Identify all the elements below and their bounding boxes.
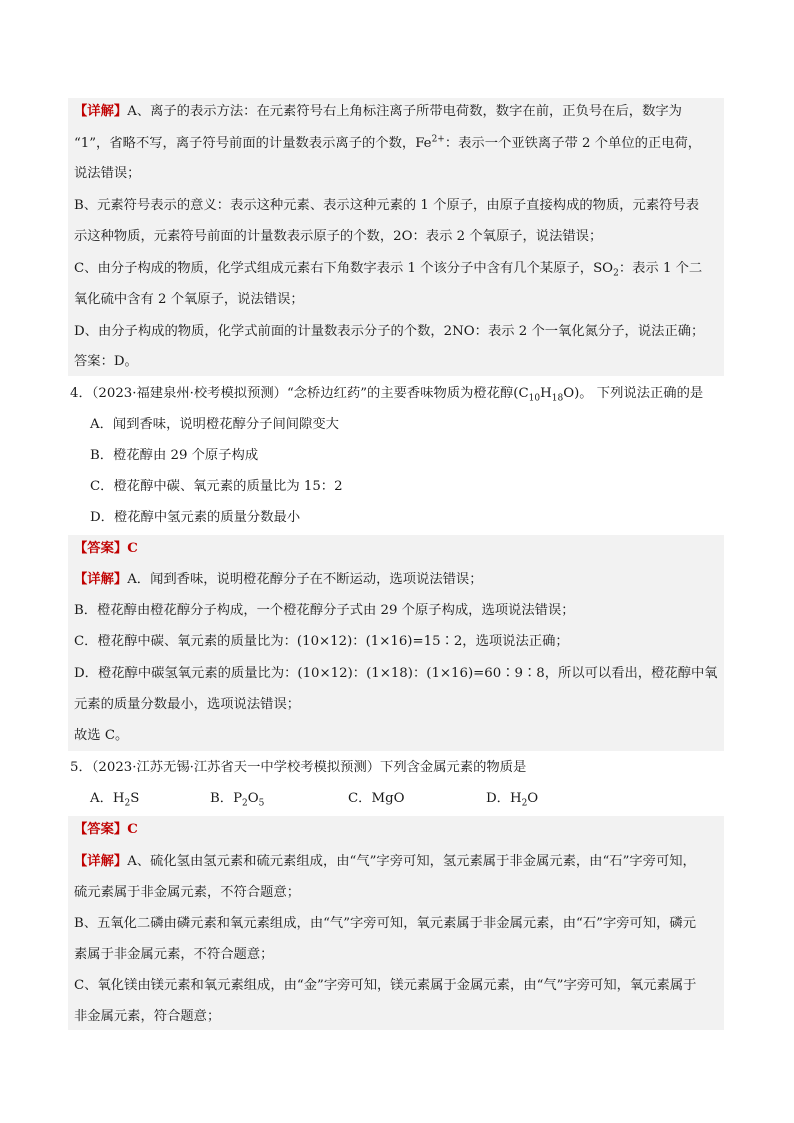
detail-tag: 【详解】 bbox=[74, 104, 128, 119]
detail-line: 答案：D。 bbox=[74, 354, 138, 369]
question-5-option-a[interactable]: A．$H_2S$ bbox=[90, 791, 140, 809]
question-4-option-b[interactable]: B．橙花醇由 29 个原子构成 bbox=[90, 448, 259, 463]
answer-value: C bbox=[127, 541, 138, 556]
detail-line: 示这种物质，元素符号前面的计量数表示原子的个数，2O：表示 2 个氧原子，说法错误； bbox=[74, 229, 603, 244]
question-5-stem: 5．（2023·江苏无锡·江苏省天一中学校考模拟预测）下列含金属元素的物质是 bbox=[70, 760, 527, 775]
detail-line: 氧化硫中含有 2 个氧原子，说法错误； bbox=[74, 292, 304, 307]
detail-line: B、五氧化二磷由磷元素和氧元素组成，由“气”字旁可知，氧元素属于非金属元素，由“石”字旁可知，磷元 bbox=[74, 916, 697, 931]
detail-line: C．橙花醇中碳、氧元素的质量比为：(10×12)：(1×16)=15∶2，选项说法正确； bbox=[74, 634, 569, 649]
detail-line: 说法错误； bbox=[74, 166, 141, 181]
answer-tag: 【答案】 bbox=[74, 541, 128, 556]
detail-line: 非金属元素，符合题意； bbox=[74, 1009, 221, 1024]
question-5-option-b[interactable]: B．$P_2O_5$ bbox=[210, 791, 265, 809]
question-4-option-c[interactable]: C．橙花醇中碳、氧元素的质量比为 15：2 bbox=[90, 479, 343, 494]
detail-line: “1”，省略不写，离子符号前面的计量数表示离子的个数，$Fe^{2+}$：表示一个亚铁离子带 2 个单位的正电荷， bbox=[74, 134, 702, 151]
detail-line: B．橙花醇由橙花醇分子构成，一个橙花醇分子式由 29 个原子构成，选项说法错误； bbox=[74, 603, 575, 618]
detail-line: D．橙花醇中碳氢氧元素的质量比为：(10×12)：(1×18)：(1×16)=60∶9∶8，所以可以看出，橙花醇中氧 bbox=[74, 666, 718, 681]
ferrous-ion: $Fe^{2+}$ bbox=[415, 134, 445, 151]
answer-value: C bbox=[127, 822, 138, 837]
answer-tag: 【答案】 bbox=[74, 822, 128, 837]
question-4-option-a[interactable]: A．闻到香味，说明橙花醇分子间间隙变大 bbox=[90, 417, 339, 432]
detail-line: D、由分子构成的物质，化学式前面的计量数表示分子的个数，2NO：表示 2 个一氧化氮分子，说法正确； bbox=[74, 324, 705, 339]
detail-line: 元素的质量分数最小，选项说法错误； bbox=[74, 697, 301, 712]
answer-line bbox=[74, 820, 728, 840]
detail-line: 素属于非金属元素，不符合题意； bbox=[74, 947, 274, 962]
detail-tag: 【详解】 bbox=[74, 854, 128, 869]
detail-line: 【详解】A、硫化氢由氢元素和硫元素组成，由“气”字旁可知，氢元素属于非金属元素，由“石”字旁可知， bbox=[74, 854, 696, 869]
question-5-option-c[interactable]: C．MgO bbox=[348, 791, 405, 806]
question-5-option-d[interactable]: D．$H_2O$ bbox=[486, 791, 539, 809]
question-4-option-d[interactable]: D．橙花醇中氢元素的质量分数最小 bbox=[90, 510, 301, 525]
detail-line: 【详解】A、离子的表示方法：在元素符号右上角标注离子所带电荷数，数字在前，正负号在后，数字为 bbox=[74, 104, 682, 119]
question-4-stem: 4．（2023·福建泉州·校考模拟预测）“念桥边红药”的主要香味物质为橙花醇$(C_{10}H_{18}O)$。 下列说法正确的是 bbox=[70, 386, 704, 404]
detail-line: 故选 C。 bbox=[74, 728, 129, 743]
answer-line bbox=[74, 539, 728, 559]
question-5-options bbox=[90, 789, 728, 809]
detail-line: B、元素符号表示的意义：表示这种元素、表示这种元素的 1 个原子，由原子直接构成的物质，元素符号表 bbox=[74, 198, 700, 213]
detail-line: 【详解】A．闻到香味，说明橙花醇分子在不断运动，选项说法错误； bbox=[74, 572, 483, 587]
sulfur-dioxide-formula: $SO_2$ bbox=[593, 261, 619, 279]
detail-line: 硫元素属于非金属元素，不符合题意； bbox=[74, 885, 301, 900]
detail-line: C、由分子构成的物质，化学式组成元素右下角数字表示 1 个该分子中含有几个某原子，$SO_2$：表示 1 个二 bbox=[74, 261, 703, 279]
detail-tag: 【详解】 bbox=[74, 572, 128, 587]
detail-line: C、氧化镁由镁元素和氧元素组成，由“金”字旁可知，镁元素属于金属元素，由“气”字旁可知，氧元素属于 bbox=[74, 978, 697, 993]
